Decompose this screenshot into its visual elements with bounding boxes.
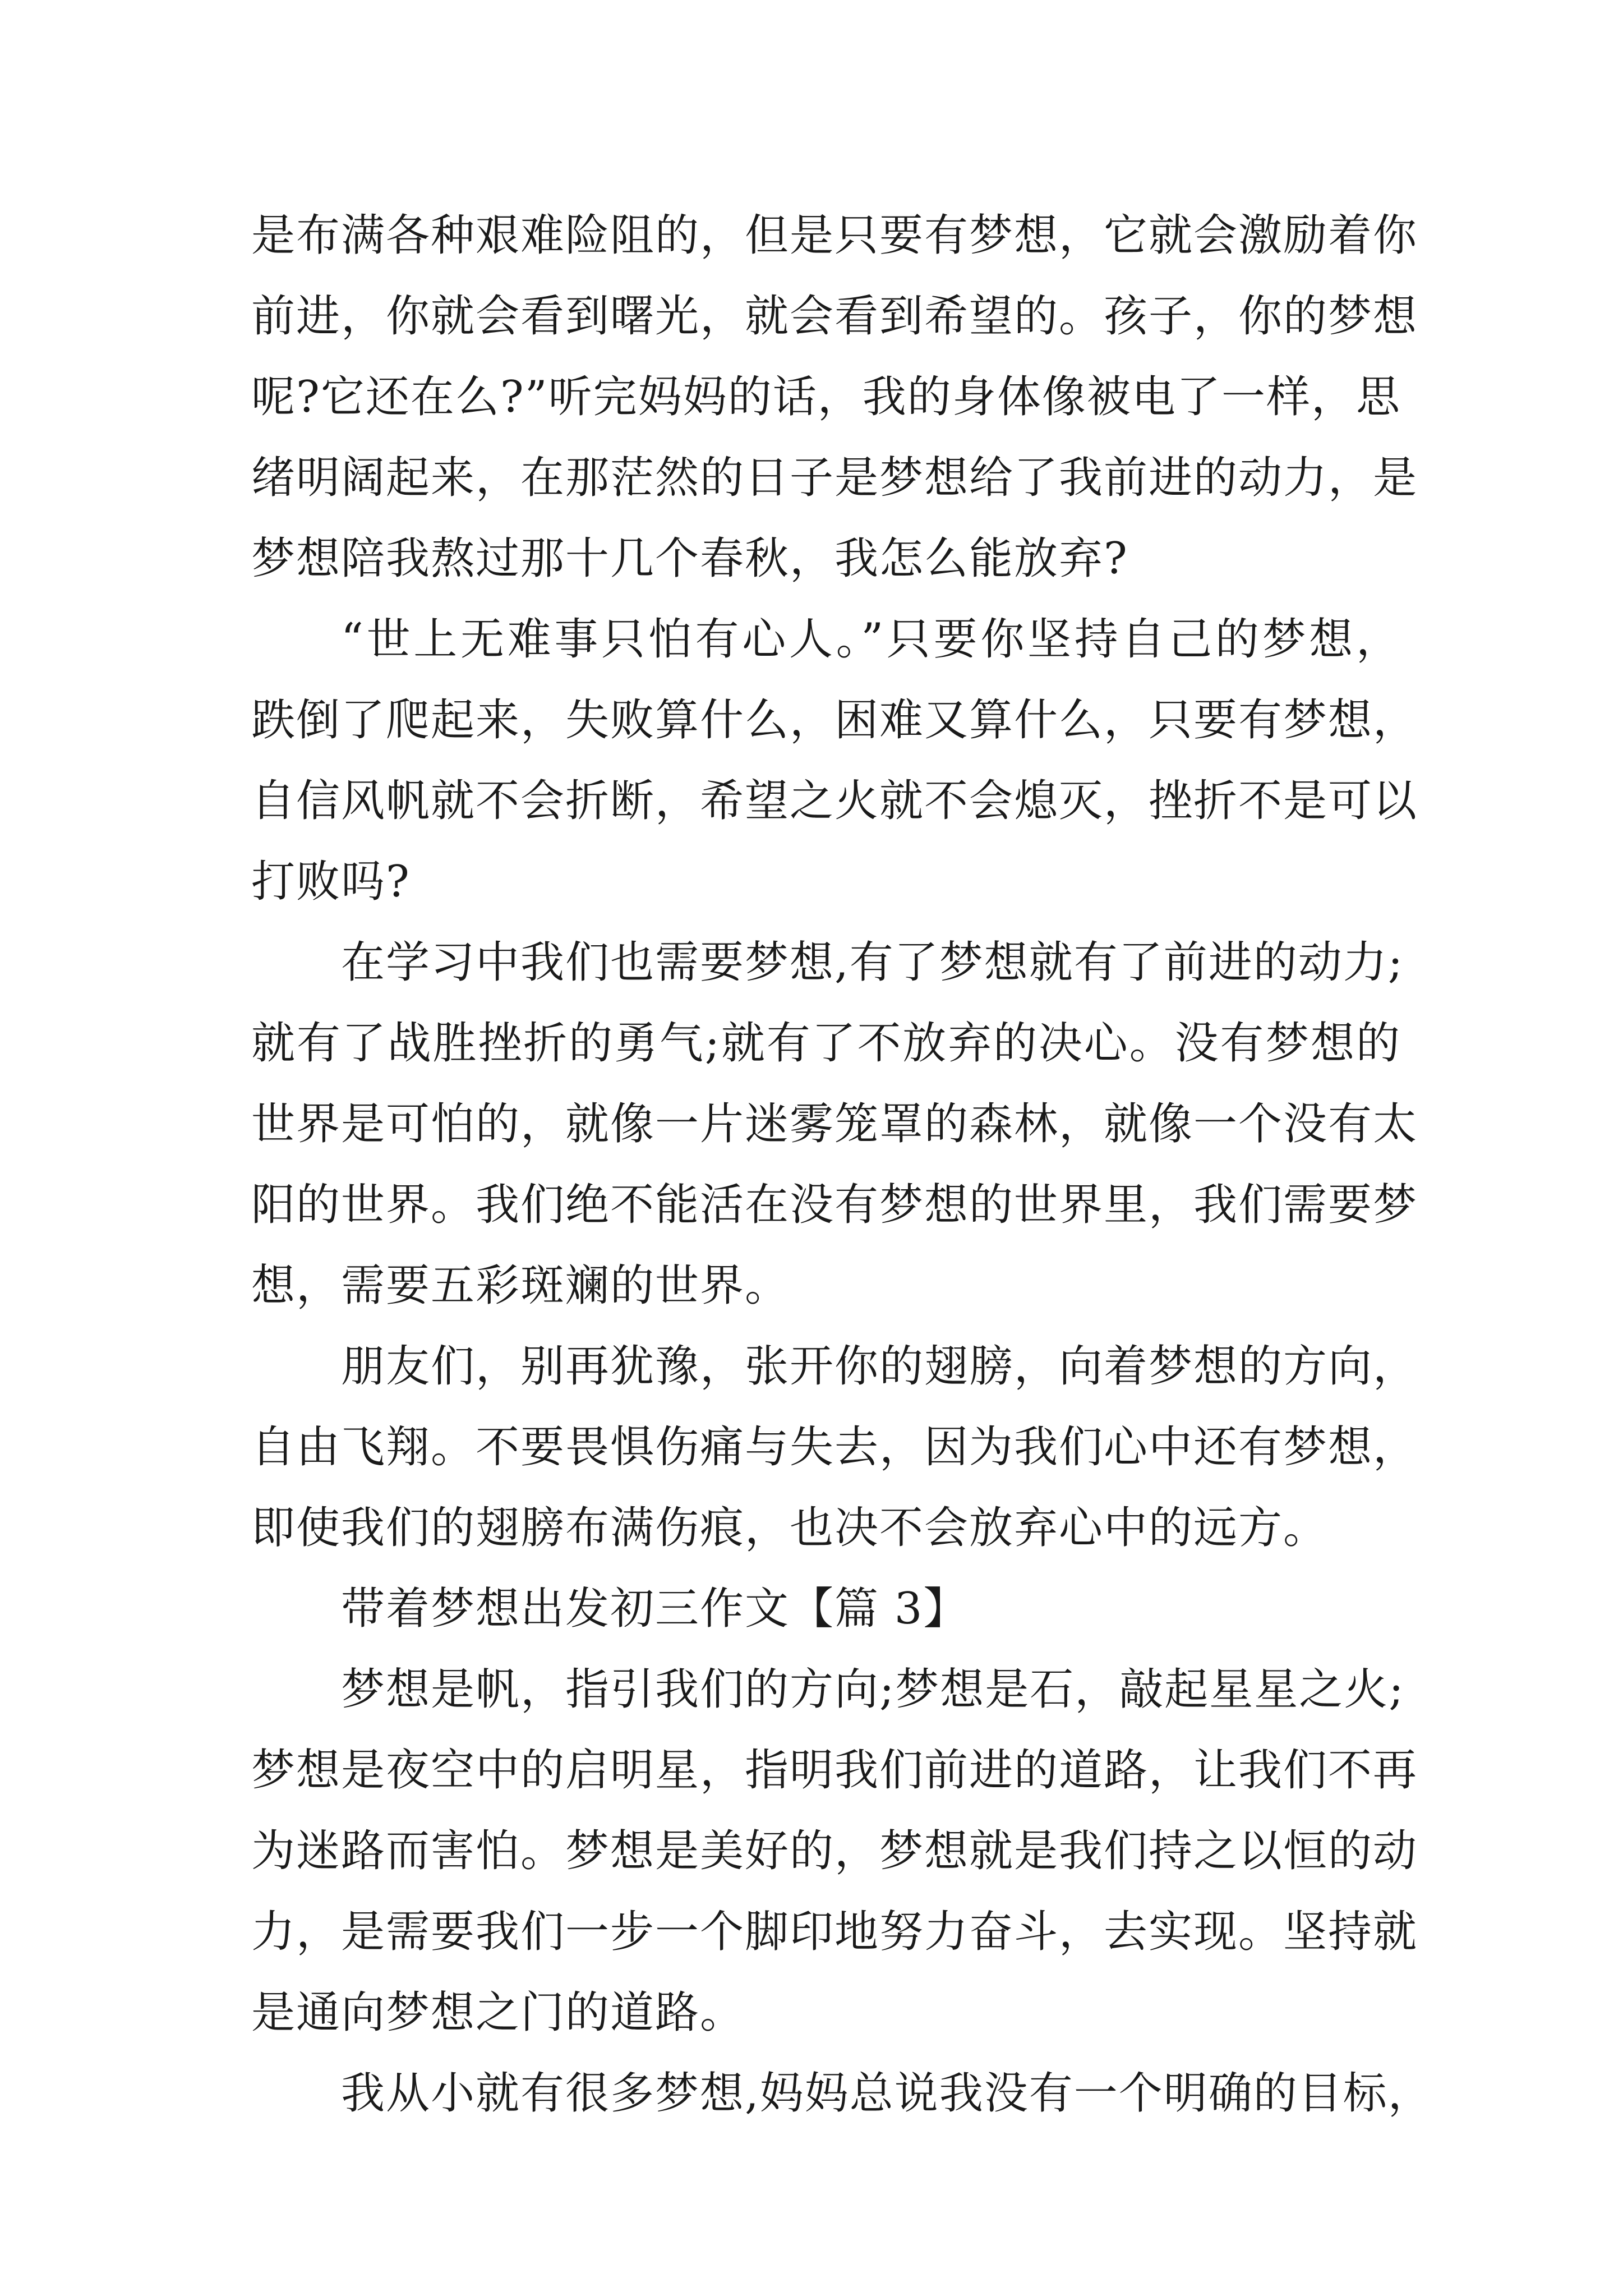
text-line: 是布满各种艰难险阻的，但是只要有梦想，它就会激励着你 — [251, 210, 1418, 261]
text-line: 自由飞翔。不要畏惧伤痛与失去，因为我们心中还有梦想， — [251, 1422, 1418, 1473]
text-line: 阳的世界。我们绝不能活在没有梦想的世界里，我们需要梦 — [251, 1180, 1418, 1230]
text-line: 跌倒了爬起来，失败算什么，困难又算什么，只要有梦想， — [251, 695, 1418, 746]
text-line: 梦想是帆，指引我们的方向;梦想是石，敲起星星之火; — [341, 1664, 1405, 1715]
text-line: 绪明阔起来，在那茫然的日子是梦想给了我前进的动力，是 — [251, 453, 1418, 503]
text-line: 即使我们的翅膀布满伤痕，也决不会放弃心中的远方。 — [251, 1503, 1329, 1553]
text-line: 前进，你就会看到曙光，就会看到希望的。孩子，你的梦想 — [251, 291, 1418, 342]
text-line: 梦想是夜空中的启明星，指明我们前进的道路，让我们不再 — [251, 1745, 1418, 1796]
text-line: 在学习中我们也需要梦想,有了梦想就有了前进的动力; — [341, 937, 1404, 988]
text-line: 呢?它还在么?”听完妈妈的话，我的身体像被电了一样，思 — [251, 372, 1401, 422]
text-line: 是通向梦想之门的道路。 — [251, 1987, 745, 2038]
text-line: 朋友们，别再犹豫，张开你的翅膀，向着梦想的方向， — [341, 1341, 1418, 1392]
text-line: 世界是可怕的，就像一片迷雾笼罩的森林，就像一个没有太 — [251, 1099, 1418, 1149]
text-line: 想，需要五彩斑斓的世界。 — [251, 1260, 790, 1311]
text-line: 就有了战胜挫折的勇气;就有了不放弃的决心。没有梦想的 — [251, 1018, 1401, 1069]
text-line: “世上无难事只怕有心人。”只要你坚持自己的梦想， — [341, 614, 1401, 665]
text-line: 力，是需要我们一步一个脚印地努力奋斗，去实现。坚持就 — [251, 1907, 1418, 1957]
section-heading: 带着梦想出发初三作文【篇 3】 — [341, 1584, 969, 1634]
text-line: 梦想陪我熬过那十几个春秋，我怎么能放弃? — [251, 533, 1128, 584]
text-line: 为迷路而害怕。梦想是美好的，梦想就是我们持之以恒的动 — [251, 1826, 1418, 1876]
text-line: 我从小就有很多梦想,妈妈总说我没有一个明确的目标， — [341, 2068, 1433, 2119]
text-line: 自信风帆就不会折断，希望之火就不会熄灭，挫折不是可以 — [251, 776, 1418, 826]
text-line: 打败吗? — [251, 857, 411, 907]
